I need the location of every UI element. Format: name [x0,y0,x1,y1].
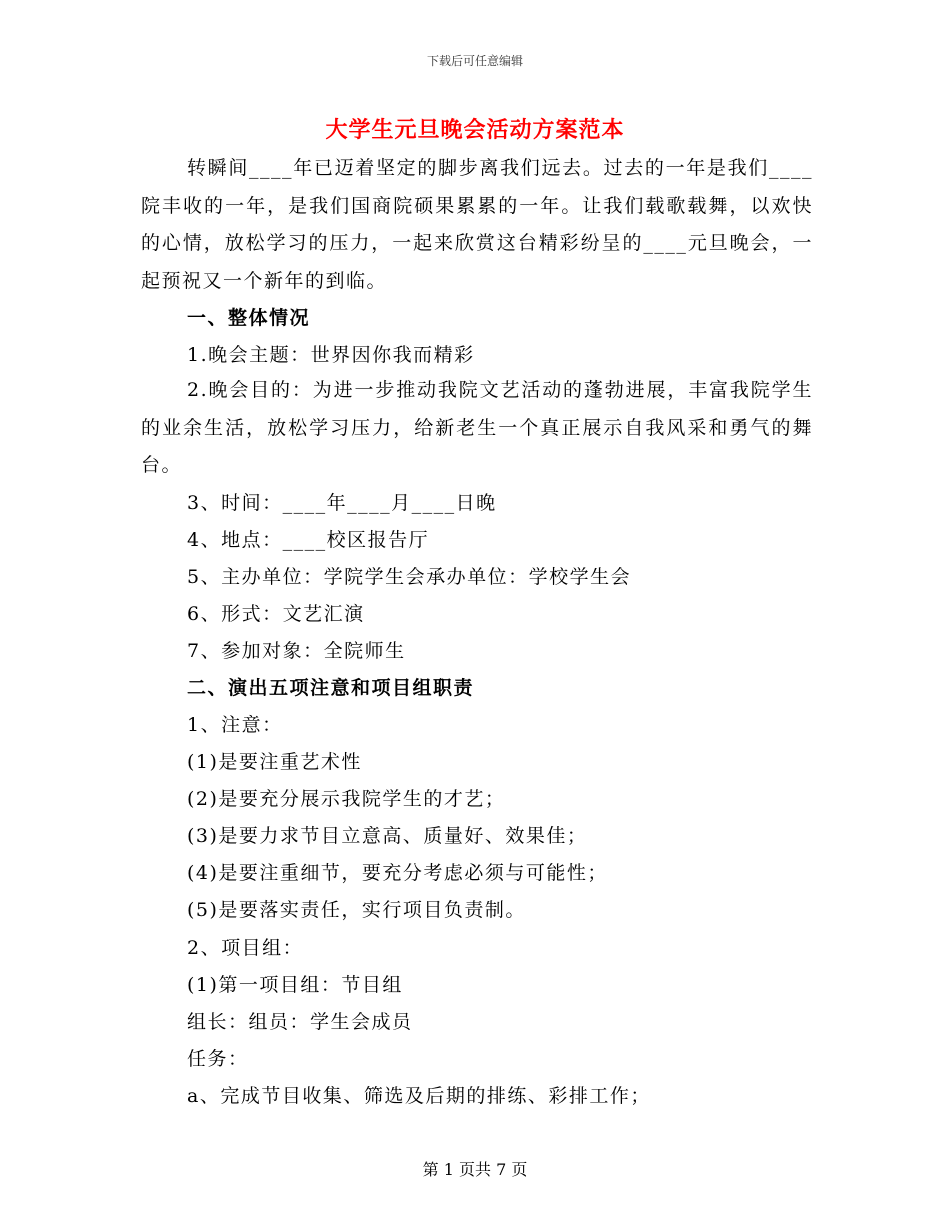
overview-item-location: 4、地点：____校区报告厅 [187,529,430,551]
note-item: (2)是要充分展示我院学生的才艺； [187,788,506,810]
note-item: (1)是要注重艺术性 [187,751,362,773]
task-item: a、完成节目收集、筛选及后期的排练、彩排工作； [187,1085,651,1107]
groups-label: 2、项目组： [187,937,304,959]
overview-item-audience: 7、参加对象：全院师生 [187,640,406,662]
page-header: 下载后可任意编辑 [426,54,523,68]
overview-item-format: 6、形式：文艺汇演 [187,603,365,625]
overview-item-theme: 1.晚会主题：世界因你我而精彩 [187,344,475,366]
overview-item-purpose: 2.晚会目的：为进一步推动我院文艺活动的蓬勃进展，丰富我院学生的业余生活，放松学习压力，给新老生一个真正展示自我风采和勇气的舞台。 [141,379,813,476]
intro-paragraph: 转瞬间____年已迈着坚定的脚步离我们远去。过去的一年是我们____院丰收的一年，是我们国商院硕果累累的一年。让我们载歌载舞，以欢快的心情，放松学习的压力，一起来欣赏这台精彩纷呈的____元旦晚会，一起预祝又一个新年的到临。 [141,157,813,292]
page-footer: 第 1 页共 7 页 [422,1160,528,1179]
overview-item-time: 3、时间：____年____月____日晚 [187,492,497,514]
document-title: 大学生元旦晚会活动方案范本 [325,117,625,143]
task-label: 任务： [187,1048,249,1070]
group-members: 组长：组员：学生会成员 [187,1011,413,1033]
note-item: (4)是要注重细节，要充分考虑必须与可能性； [187,862,608,884]
group-item-program: (1)第一项目组：节目组 [187,974,403,996]
section-heading-overview: 一、整体情况 [187,307,311,329]
section-heading-notes-duties: 二、演出五项注意和项目组职责 [187,677,475,699]
note-item: (5)是要落实责任，实行项目负责制。 [187,899,526,921]
overview-item-organizer: 5、主办单位：学院学生会承办单位：学校学生会 [187,566,632,588]
note-item: (3)是要力求节目立意高、质量好、效果佳； [187,825,588,847]
notes-label: 1、注意： [187,714,283,736]
